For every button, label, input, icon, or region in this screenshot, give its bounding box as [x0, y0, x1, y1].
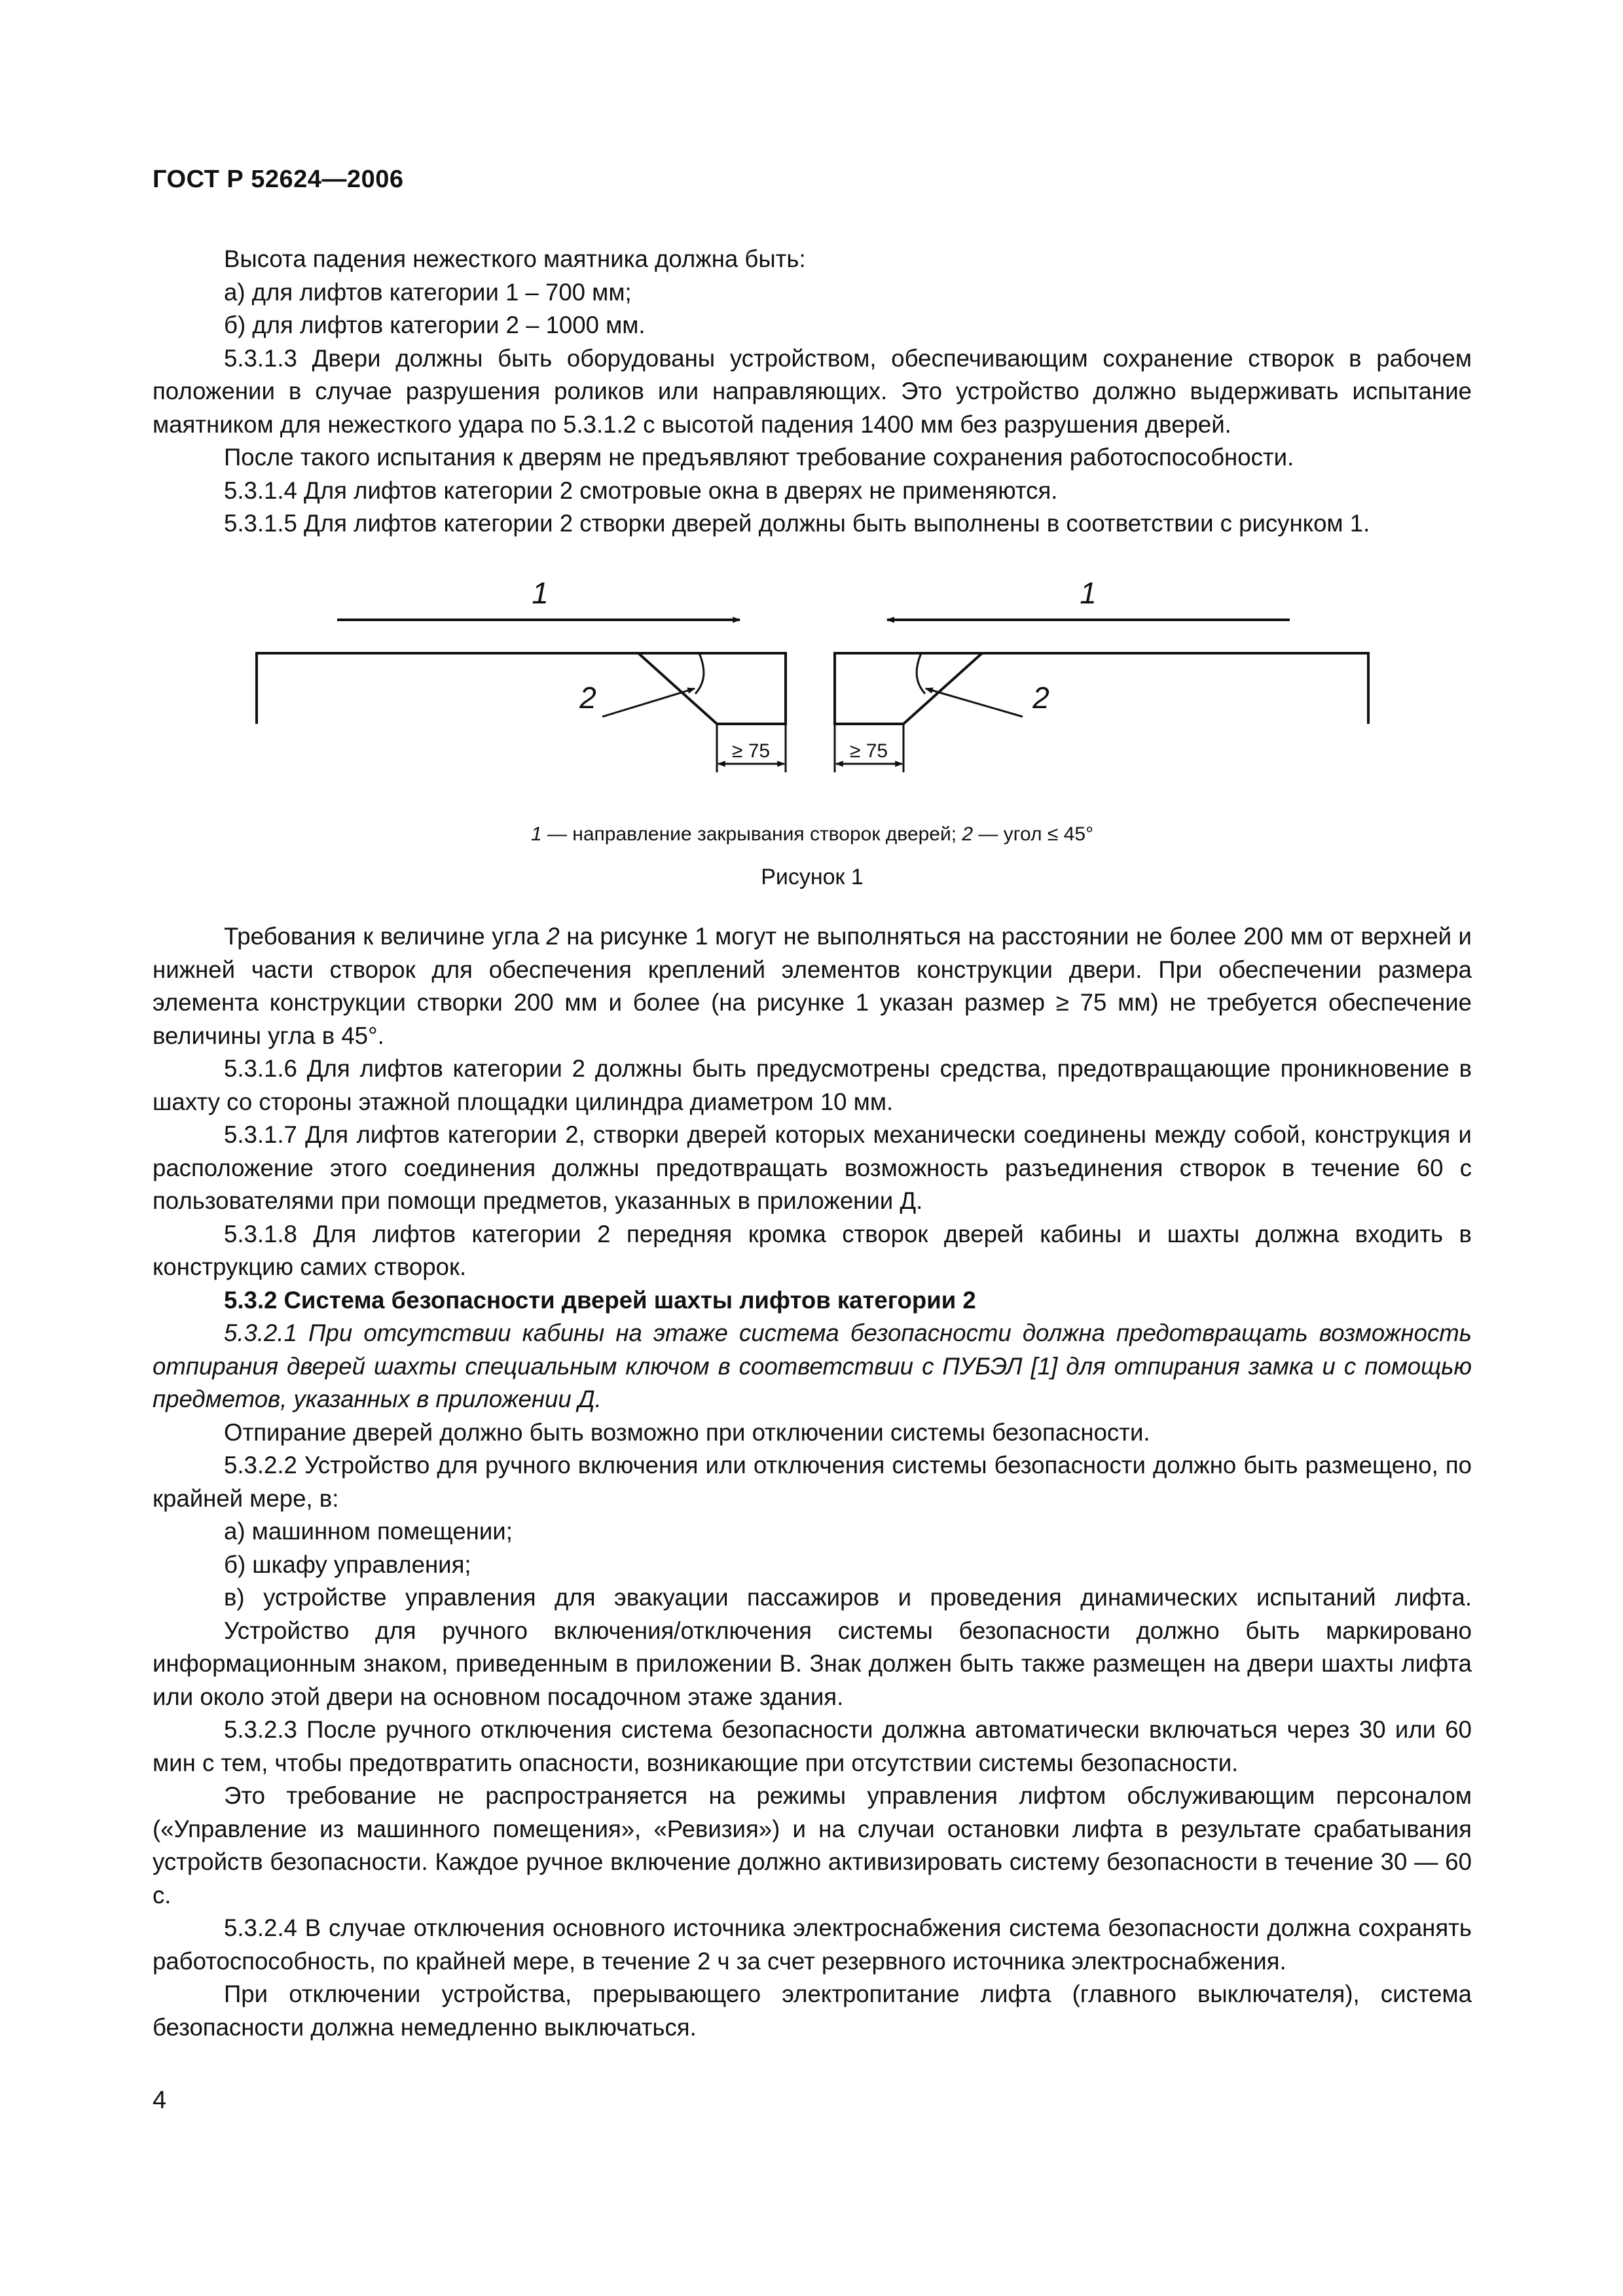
- angle-reference: 2: [546, 923, 560, 950]
- clause-5-3-1-8: 5.3.1.8 Для лифтов категории 2 передняя кромка створок дверей кабины и шахты должна входить в конструкцию самих створок.: [153, 1220, 1472, 1280]
- angle-arc-right: [917, 653, 925, 694]
- clause-5-3-2-1: 5.3.2.1 При отсутствии кабины на этаже система безопасности должна предотвращать возможность отпирания дверей шахты специальным ключом в соответствии с ПУБЭЛ [1] для отпирания замка и с помощью предметов, указанных в приложении Д.: [153, 1319, 1472, 1412]
- angle-label-left: 2: [579, 681, 596, 715]
- dimension-label-right: ≥ 75: [849, 740, 888, 762]
- paragraph: Это требование не распространяется на режимы управления лифтом обслуживающим персоналом («Управление из машинного помещения», «Ревизия») и на случаи остановки лифта в результате срабатывания устройств безопасности. Каждое ручное включение должно активизировать систему безопасности в течение 30 — 60 с.: [153, 1782, 1472, 1909]
- leader-line-right: [926, 689, 1023, 717]
- legend-number: 2: [962, 823, 974, 845]
- paragraph: При отключении устройства, прерывающего электропитание лифта (главного выключателя), система безопасности должна немедленно выключаться.: [153, 1981, 1472, 2041]
- figure-legend: [153, 823, 1472, 846]
- door-leaf-right: [835, 653, 1368, 724]
- list-item: б) шкафу управления;: [224, 1551, 471, 1578]
- paragraph: Устройство для ручного включения/отключения системы безопасности должно быть маркировано информационным знаком, приведенным в приложении В. Знак должен быть также размещен на двери шахты лифта или около этой двери на основном посадочном этаже здания.: [153, 1617, 1472, 1710]
- document-header: ГОСТ Р 52624—2006: [153, 166, 404, 193]
- figure-caption: Рисунок 1: [761, 865, 864, 889]
- list-item: в) устройстве управления для эвакуации пассажиров и проведения динамических испытаний лифта.: [224, 1584, 1472, 1611]
- paragraph-text: на рисунке 1 могут не выполняться на расстоянии не более 200 мм от верхней и нижней части створок для обеспечения креплений элементов конструкции двери. При обеспечении размера элемента конструкции створки 200 мм и более (на рисунке 1 указан размер ≥ 75 мм) не требуется обеспечение величины угла в 45°.: [153, 923, 1472, 1049]
- angle-label-right: 2: [1032, 681, 1049, 715]
- clause-5-3-1-3: 5.3.1.3 Двери должны быть оборудованы устройством, обеспечивающим сохранение створок в рабочем положении в случае разрушения роликов или направляющих. Это устройство должно выдерживать испытание маятником для нежесткого удара по 5.3.1.2 с высотой падения 1400 мм без разрушения дверей.: [153, 344, 1472, 438]
- paragraph: [153, 920, 1472, 1052]
- legend-number: 1: [530, 823, 542, 845]
- legend-text: — угол ≤ 45°: [973, 823, 1094, 845]
- door-leaf-left: [257, 653, 786, 724]
- list-item: б) для лифтов категории 2 – 1000 мм.: [224, 312, 646, 338]
- leader-line-left: [602, 689, 695, 717]
- legend-text: — направление закрывания створок дверей;: [541, 823, 962, 845]
- text-block-bottom: [153, 920, 1472, 2044]
- arrow-label-right: 1: [1080, 576, 1097, 610]
- clause-5-3-2-3: 5.3.2.3 После ручного отключения система безопасности должна автоматически включаться через 30 или 60 мин с тем, чтобы предотвратить опасности, возникающие при отсутствии системы безопасности.: [153, 1716, 1472, 1776]
- angle-arc-left: [695, 653, 704, 694]
- section-heading-5-3-2: 5.3.2 Система безопасности дверей шахты лифтов категории 2: [224, 1286, 976, 1314]
- dimension-label-left: ≥ 75: [731, 740, 771, 762]
- paragraph: Отпирание дверей должно быть возможно при отключении системы безопасности.: [224, 1418, 1150, 1446]
- list-item: а) для лифтов категории 1 – 700 мм;: [224, 278, 632, 306]
- clause-5-3-2-4: 5.3.2.4 В случае отключения основного источника электроснабжения система безопасности должна сохранять работоспособность, по крайней мере, в течение 2 ч за счет резервного источника электроснабжения.: [153, 1914, 1472, 1975]
- page-number: 4: [153, 2087, 167, 2114]
- text-block-top: [153, 243, 1472, 541]
- arrow-label-left: 1: [532, 576, 549, 610]
- clause-5-3-1-4: 5.3.1.4 Для лифтов категории 2 смотровые окна в дверях не применяются.: [224, 476, 1058, 504]
- clause-5-3-1-5: 5.3.1.5 Для лифтов категории 2 створки дверей должны быть выполнены в соответствии с рисунком 1.: [224, 510, 1370, 537]
- figure-1-door-diagram: [249, 569, 1381, 795]
- paragraph: После такого испытания к дверям не предъявляют требование сохранения работоспособности.: [224, 444, 1294, 471]
- list-item: а) машинном помещении;: [224, 1518, 513, 1545]
- clause-5-3-2-2: 5.3.2.2 Устройство для ручного включения или отключения системы безопасности должно быть размещено, по крайней мере, в:: [153, 1452, 1472, 1512]
- clause-5-3-1-7: 5.3.1.7 Для лифтов категории 2, створки дверей которых механически соединены между собой, конструкция и расположение этого соединения должны предотвращать возможность разъединения створок в течение 60 с пользователями при помощи предметов, указанных в приложении Д.: [153, 1121, 1472, 1214]
- clause-5-3-1-6: 5.3.1.6 Для лифтов категории 2 должны быть предусмотрены средства, предотвращающие проникновение в шахту со стороны этажной площадки цилиндра диаметром 10 мм.: [153, 1055, 1472, 1115]
- paragraph: Высота падения нежесткого маятника должна быть:: [224, 245, 806, 272]
- paragraph-text: Требования к величине угла: [224, 923, 547, 950]
